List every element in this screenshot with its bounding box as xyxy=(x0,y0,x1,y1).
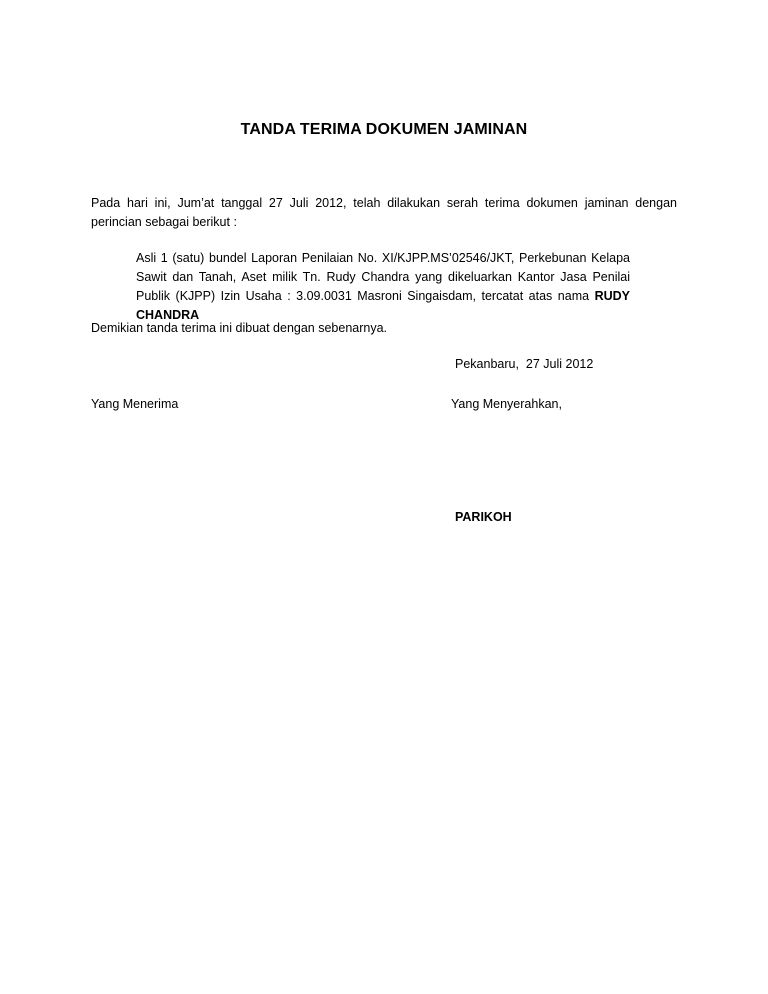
detail-owner-name: RUDY CHANDRA xyxy=(136,289,630,322)
giver-label: Yang Menyerahkan, xyxy=(451,397,562,411)
detail-paragraph xyxy=(136,249,630,325)
giver-name: PARIKOH xyxy=(455,510,512,524)
document-title: TANDA TERIMA DOKUMEN JAMINAN xyxy=(240,121,528,138)
intro-paragraph: Pada hari ini, Jum’at tanggal 27 Juli 2012, telah dilakukan serah terima dokumen jaminan dengan perincian sebagai berikut : xyxy=(91,196,677,229)
receiver-label: Yang Menerima xyxy=(91,397,179,411)
closing-statement: Demikian tanda terima ini dibuat dengan sebenarnya. xyxy=(91,321,388,335)
place-date: Pekanbaru, 27 Juli 2012 xyxy=(455,357,594,371)
detail-text: Asli 1 (satu) bundel Laporan Penilaian No. XI/KJPP.MS’02546/JKT, Perkebunan Kelapa Sawit dan Tanah, Aset milik Tn. Rudy Chandra yang dikeluarkan Kantor Jasa Penilai Publik (KJPP) Izin Usaha : 3.09.0031 Masroni Singaisdam, tercatat atas nama xyxy=(136,251,630,303)
